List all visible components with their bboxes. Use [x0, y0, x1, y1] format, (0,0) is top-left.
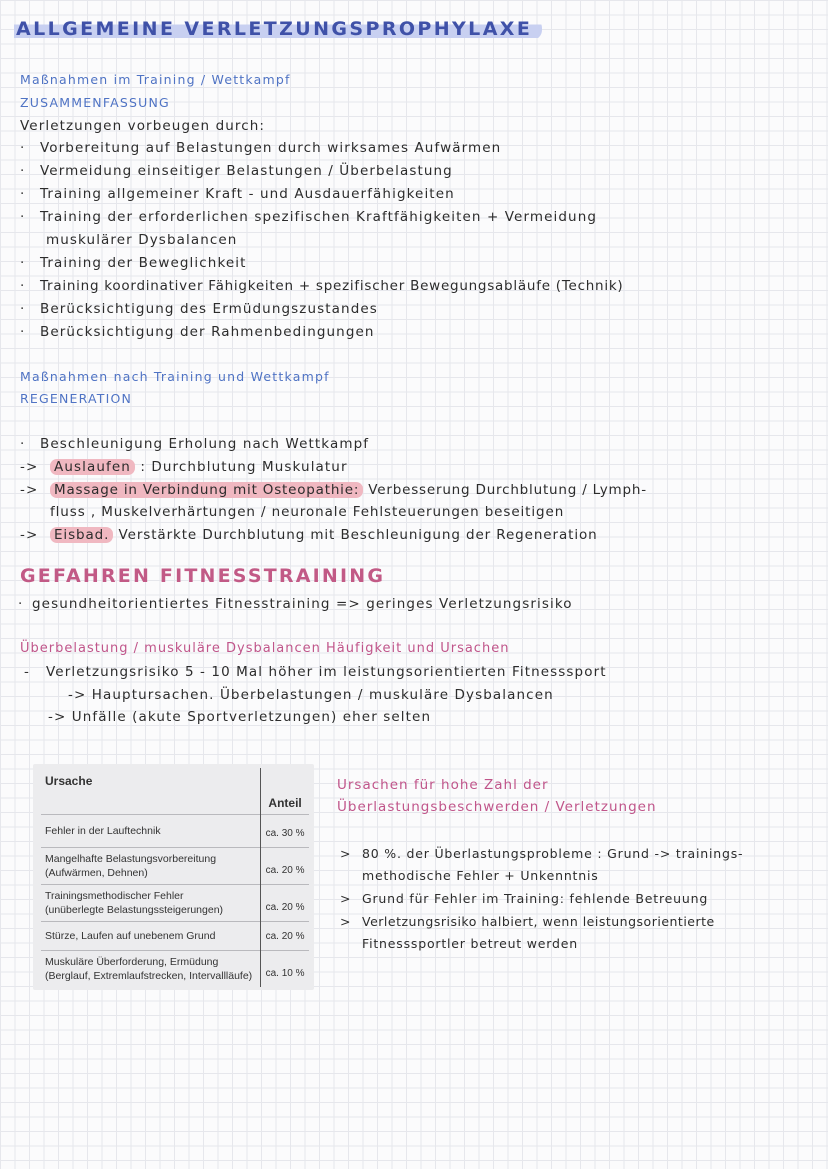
table-cell-cause: Muskuläre Überforderung, Ermüdung (Berglauf, Extremlaufstrecken, Intervallläufe): [41, 951, 261, 988]
table-row: [41, 848, 309, 885]
right-point: Grund für Fehler im Training: fehlende Betreuung: [362, 891, 709, 906]
table-row: [41, 885, 309, 922]
section3-intro: gesundheitorientiertes Fitnesstraining => geringes Verletzungsrisiko: [32, 596, 573, 612]
auslaufen-text: : Durchblutung Muskulatur: [140, 459, 348, 475]
bullet-dot: ·: [20, 163, 25, 179]
table-cell-share: ca. 20 %: [261, 922, 309, 951]
arrow-icon: ->: [20, 459, 39, 475]
table-cell-share: ca. 20 %: [261, 885, 309, 922]
table-cell-cause: Mangelhafte Belastungsvorbereitung (Aufwärmen, Dehnen): [41, 848, 261, 885]
section3-heading: GEFAHREN FITNESSTRAINING: [20, 565, 386, 587]
marker-icon: >: [340, 846, 352, 861]
eisbad-line: [50, 527, 598, 543]
cause-table-image: [33, 764, 314, 990]
list-item: Vorbereitung auf Belastungen durch wirksames Aufwärmen: [40, 140, 502, 156]
table-cell-cause: Stürze, Laufen auf unebenem Grund: [41, 922, 261, 951]
marker-icon: >: [340, 891, 352, 906]
auslaufen-line: [50, 459, 348, 475]
eisbad-highlight: Eisbad.: [50, 527, 113, 543]
massage-line: [50, 482, 647, 498]
marker-icon: >: [340, 914, 352, 929]
bullet-dot: ·: [20, 278, 25, 294]
massage-continuation: fluss , Muskelverhärtungen / neuronale Fehlsteuerungen beseitigen: [50, 504, 565, 520]
bullet-dot: ·: [20, 209, 25, 225]
auslaufen-highlight: Auslaufen: [50, 459, 135, 475]
table-row: [41, 922, 309, 951]
list-item: Berücksichtigung der Rahmenbedingungen: [40, 324, 375, 340]
table-cell-share: ca. 20 %: [261, 848, 309, 885]
list-item: Vermeidung einseitiger Belastungen / Überbelastung: [40, 163, 453, 179]
section3-line: -> Unfälle (akute Sportverletzungen) eher selten: [48, 709, 432, 725]
massage-highlight: Massage in Verbindung mit Osteopathie:: [50, 482, 363, 498]
page-title: ALLGEMEINE VERLETZUNGSPROPHYLAXE: [14, 18, 542, 40]
table-header-share: Anteil: [261, 768, 309, 815]
list-item-continuation: muskulärer Dysbalancen: [46, 232, 238, 248]
bullet-dot: ·: [20, 436, 25, 452]
table-cell-share: ca. 30 %: [261, 815, 309, 848]
list-item: Berücksichtigung des Ermüdungszustandes: [40, 301, 378, 317]
dash-bullet: -: [24, 664, 29, 680]
table-cell-share: ca. 10 %: [261, 951, 309, 988]
regeneration-intro: Beschleunigung Erholung nach Wettkampf: [40, 436, 370, 452]
eisbad-text: Verstärkte Durchblutung mit Beschleunigung der Regeneration: [118, 527, 598, 543]
bullet-dot: ·: [20, 140, 25, 156]
table-cell-cause: Trainingsmethodischer Fehler (unüberlegte Belastungssteigerungen): [41, 885, 261, 922]
section1-subtitle: Maßnahmen im Training / Wettkampf: [20, 72, 291, 87]
list-item: Training der Beweglichkeit: [40, 255, 247, 271]
right-point: Verletzungsrisiko halbiert, wenn leistungsorientierte: [362, 914, 715, 929]
section2-label: REGENERATION: [20, 391, 133, 406]
bullet-dot: ·: [20, 324, 25, 340]
list-item: Training allgemeiner Kraft - und Ausdauerfähigkeiten: [40, 186, 455, 202]
arrow-icon: ->: [20, 527, 39, 543]
table-row: [41, 951, 309, 988]
right-title-line1: Ursachen für hohe Zahl der: [337, 777, 549, 793]
section3-line: Verletzungsrisiko 5 - 10 Mal höher im leistungsorientierten Fitnesssport: [46, 664, 607, 680]
right-point-continuation: Fitnesssportler betreut werden: [362, 936, 578, 951]
bullet-dot: ·: [20, 255, 25, 271]
section2-subtitle: Maßnahmen nach Training und Wettkampf: [20, 369, 330, 384]
table-cell-cause: Fehler in der Lauftechnik: [41, 815, 261, 848]
section3-subtitle: Überbelastung / muskuläre Dysbalancen Häufigkeit und Ursachen: [20, 641, 510, 656]
bullet-dot: ·: [18, 596, 23, 612]
bullet-dot: ·: [20, 186, 25, 202]
table-header-cause: Ursache: [45, 774, 93, 788]
right-title-line2: Überlastungsbeschwerden / Verletzungen: [337, 799, 657, 815]
section3-line: -> Hauptursachen. Überbelastungen / muskuläre Dysbalancen: [68, 687, 554, 703]
section1-label: ZUSAMMENFASSUNG: [20, 95, 170, 110]
list-item: Training der erforderlichen spezifischen Kraftfähigkeiten + Vermeidung: [40, 209, 598, 225]
massage-text: Verbesserung Durchblutung / Lymph-: [368, 482, 647, 498]
bullet-dot: ·: [20, 301, 25, 317]
section1-intro: Verletzungen vorbeugen durch:: [20, 118, 266, 134]
right-point: 80 %. der Überlastungsprobleme : Grund -> trainings-: [362, 846, 744, 861]
arrow-icon: ->: [20, 482, 39, 498]
cause-table: [41, 768, 309, 987]
list-item: Training koordinativer Fähigkeiten + spezifischer Bewegungsabläufe (Technik): [40, 278, 624, 294]
right-point-continuation: methodische Fehler + Unkenntnis: [362, 868, 599, 883]
table-row: [41, 815, 309, 848]
